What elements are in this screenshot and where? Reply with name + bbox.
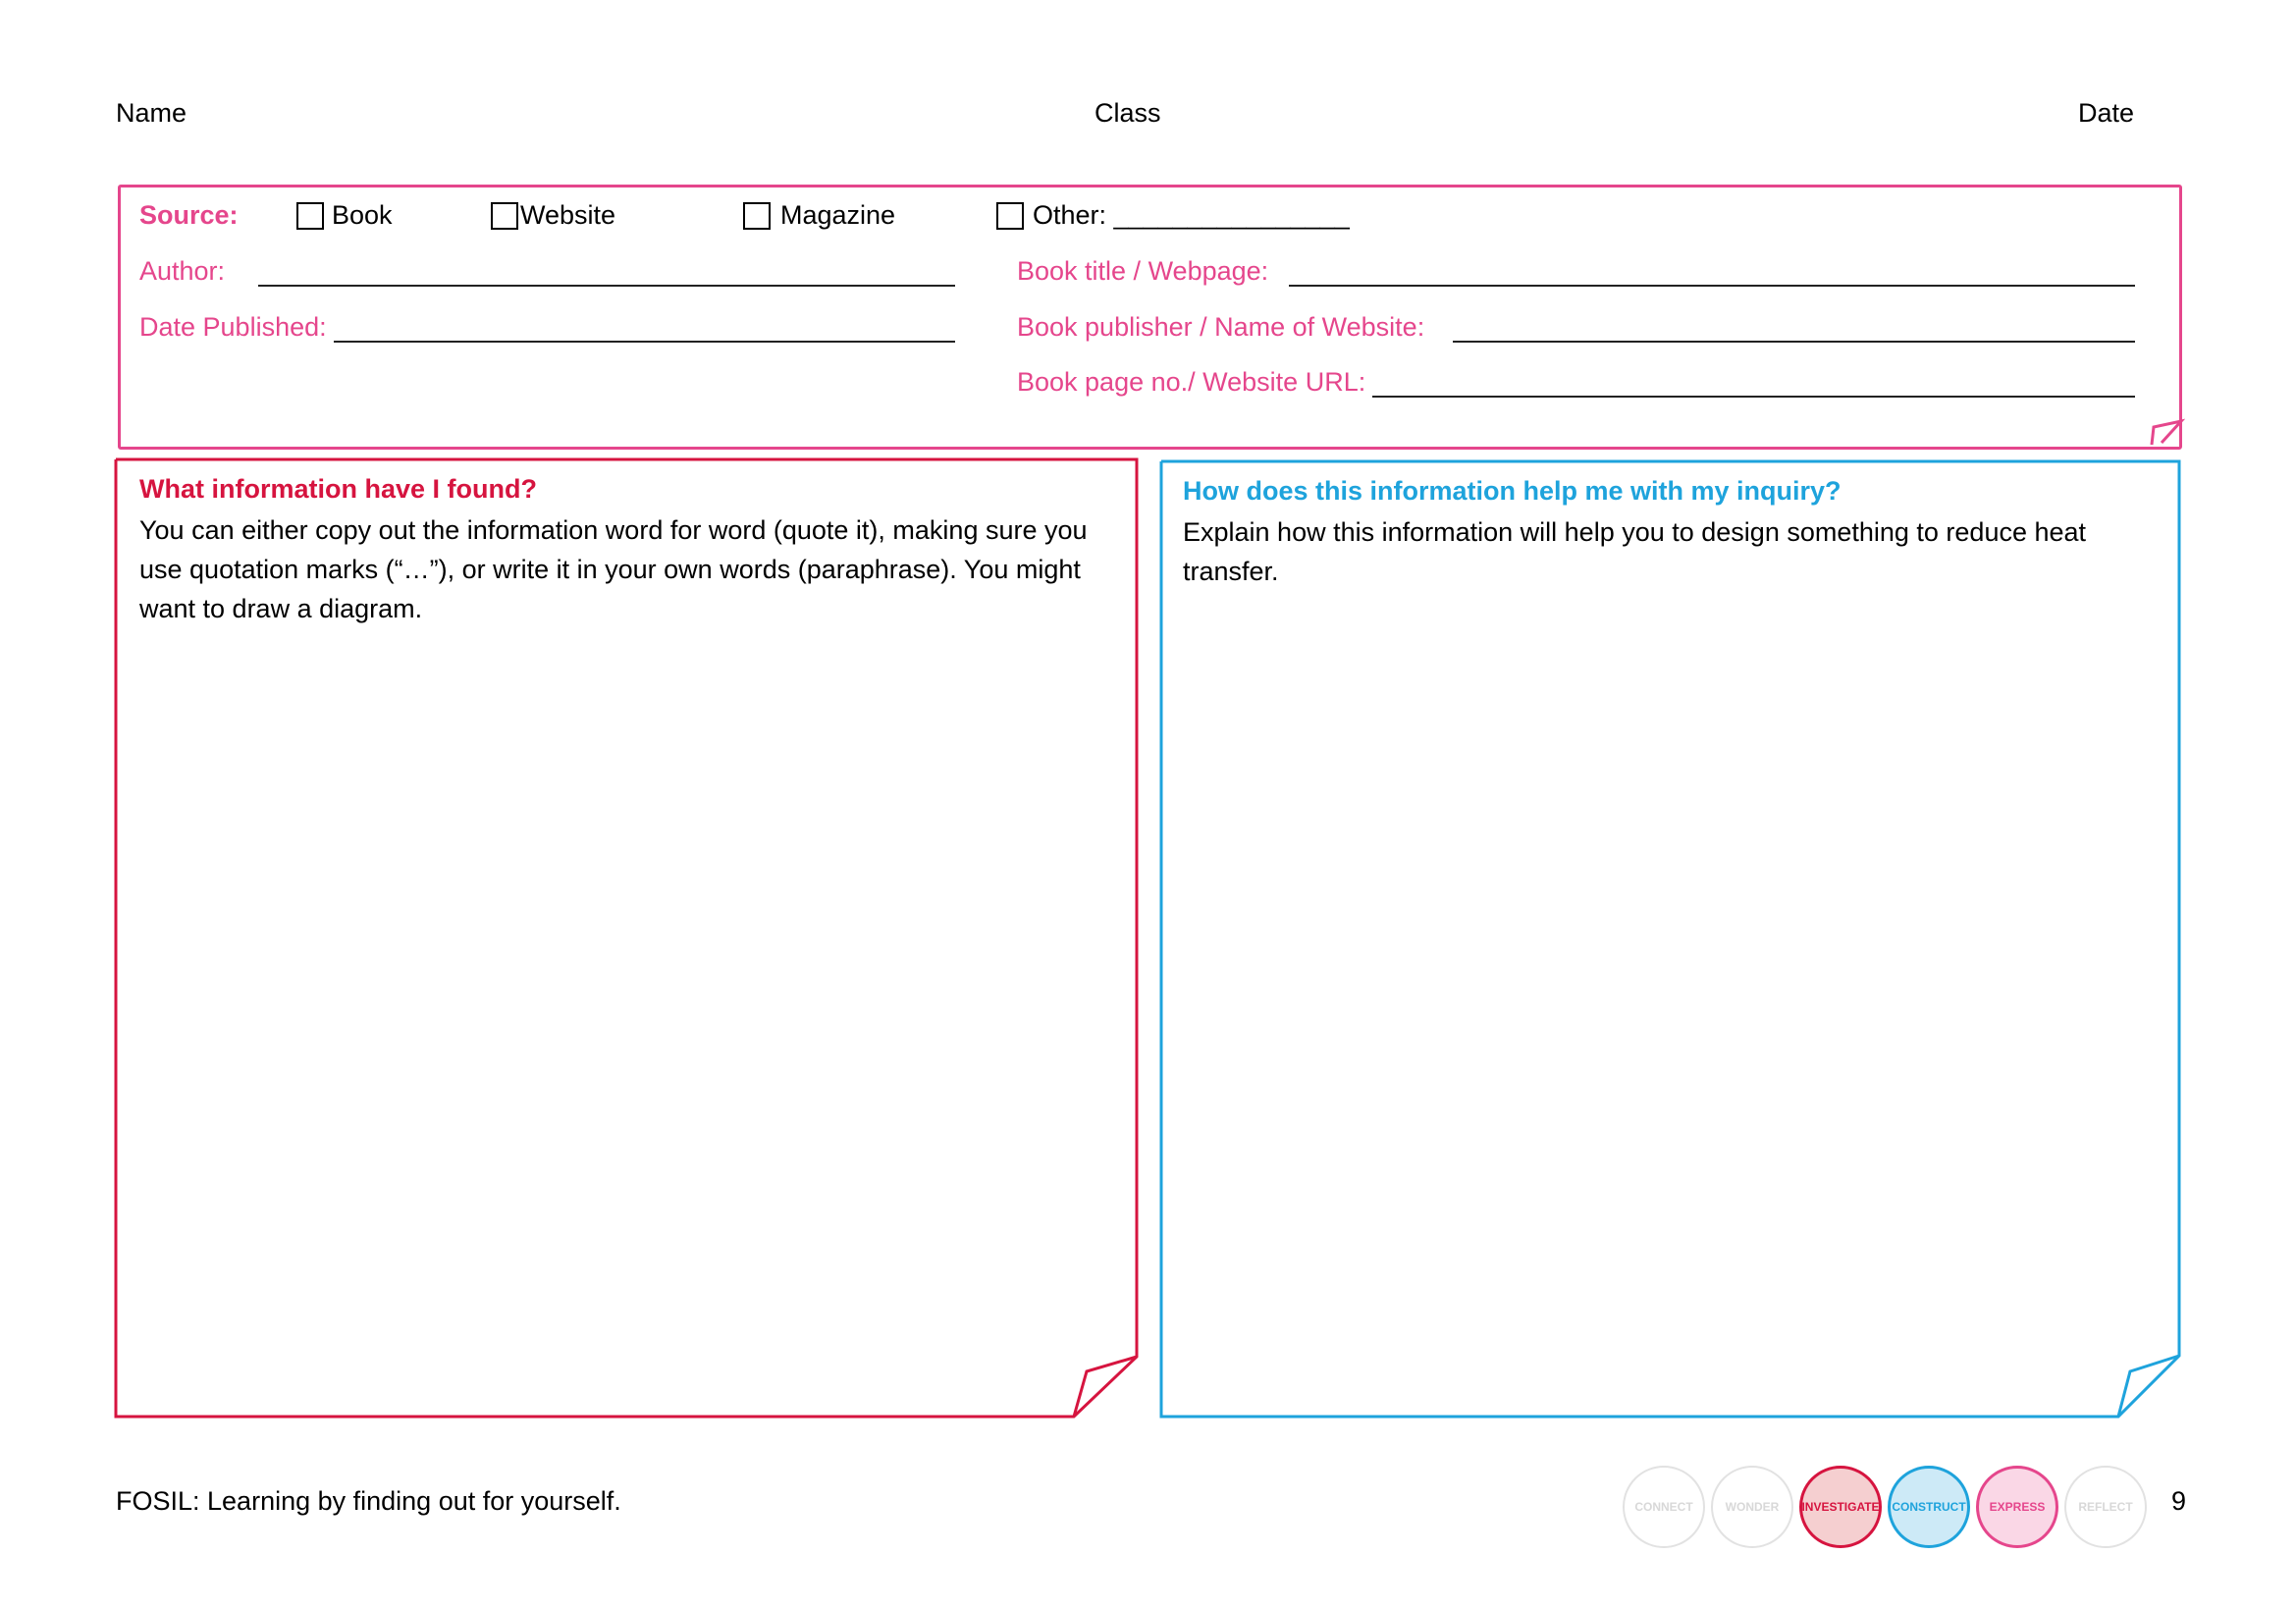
stage-investigate: INVESTIGATE [1799, 1466, 1882, 1548]
stage-connect: CONNECT [1623, 1466, 1705, 1548]
page-number: 9 [2171, 1486, 2187, 1516]
other-option-label: Other: ________________ [1033, 200, 1350, 230]
found-panel-title: What information have I found? [139, 474, 537, 504]
book-title-field[interactable] [1289, 285, 2135, 287]
page-url-field[interactable] [1372, 396, 2135, 398]
date-published-label: Date Published: [139, 312, 327, 342]
source-box-curl [2150, 417, 2185, 447]
website-option-label: Website [520, 200, 616, 230]
book-title-label: Book title / Webpage: [1017, 256, 1269, 286]
name-label: Name [116, 98, 187, 128]
found-panel-instructions: You can either copy out the information word for word (quote it), making sure you use quotation marks (“…”), or write it in your own words (paraphrase). You might want to draw a diagram. [139, 515, 1088, 623]
stage-construct: CONSTRUCT [1888, 1466, 1970, 1548]
publisher-field[interactable] [1453, 341, 2135, 343]
source-label: Source: [139, 200, 239, 230]
stage-wonder: WONDER [1711, 1466, 1793, 1548]
footer-tagline: FOSIL: Learning by finding out for yourself. [116, 1486, 621, 1516]
stage-express: EXPRESS [1976, 1466, 2058, 1548]
author-field[interactable] [258, 285, 955, 287]
stage-reflect: REFLECT [2064, 1466, 2147, 1548]
magazine-checkbox[interactable] [743, 202, 771, 230]
page-url-label: Book page no./ Website URL: [1017, 367, 1366, 397]
book-checkbox[interactable] [296, 202, 324, 230]
publisher-label: Book publisher / Name of Website: [1017, 312, 1425, 342]
class-label: Class [1095, 98, 1161, 128]
inquiry-panel-title: How does this information help me with my inquiry? [1183, 476, 1842, 506]
author-label: Author: [139, 256, 226, 286]
book-option-label: Book [332, 200, 393, 230]
date-label: Date [2078, 98, 2135, 128]
website-checkbox[interactable] [491, 202, 518, 230]
date-published-field[interactable] [334, 341, 955, 343]
inquiry-answer-area[interactable] [1173, 609, 2164, 1335]
magazine-option-label: Magazine [780, 200, 896, 230]
other-checkbox[interactable] [996, 202, 1024, 230]
inquiry-panel-instructions: Explain how this information will help you to design something to reduce heat transfer. [1183, 517, 2087, 586]
found-answer-area[interactable] [128, 648, 1119, 1335]
